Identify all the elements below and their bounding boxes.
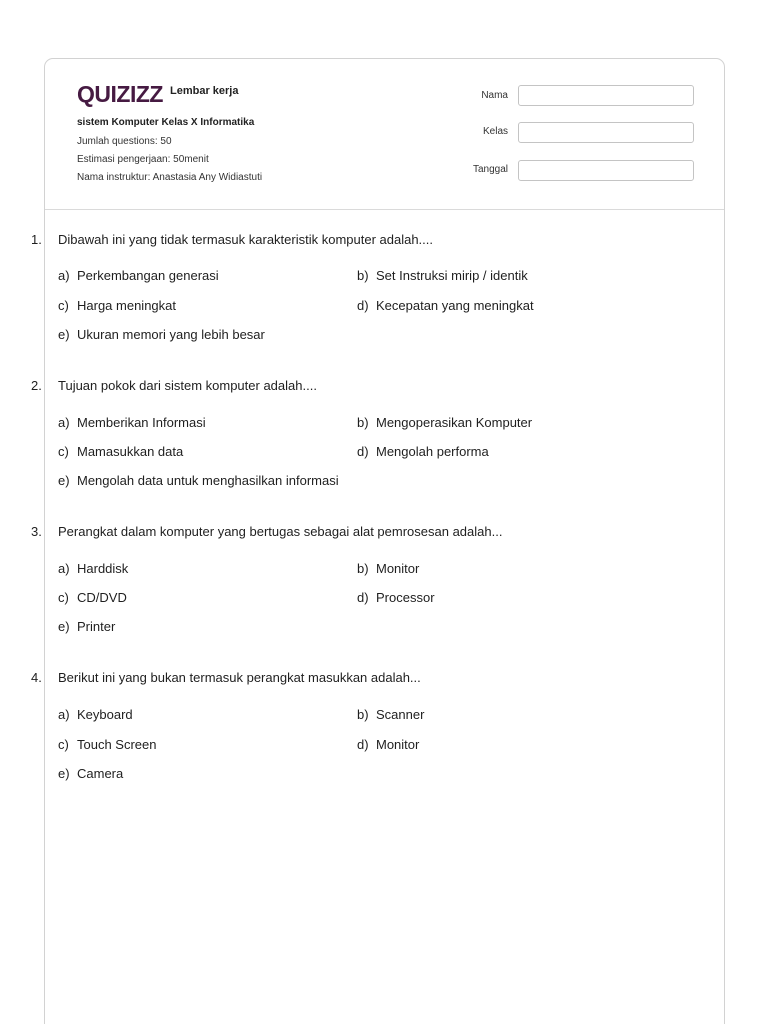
option-c: [58, 444, 183, 459]
option-letter: c): [58, 298, 69, 313]
question-1: [31, 232, 651, 342]
option-a: [58, 707, 133, 722]
option-letter: d): [357, 444, 369, 459]
option-d: [357, 298, 534, 313]
option-letter: c): [58, 590, 69, 605]
option-text: Memberikan Informasi: [77, 415, 206, 430]
question-number: 3.: [31, 524, 42, 539]
worksheet-title: sistem Komputer Kelas X Informatika: [77, 117, 255, 128]
name-label: Nama: [481, 90, 508, 101]
option-text: Camera: [77, 766, 124, 781]
option-text: Mengoperasikan Komputer: [376, 415, 533, 430]
option-text: Perkembangan generasi: [77, 268, 219, 283]
question-text: Berikut ini yang bukan termasuk perangkat masukkan adalah...: [58, 670, 421, 685]
question-text: Dibawah ini yang tidak termasuk karakteristik komputer adalah....: [58, 232, 434, 247]
date-field[interactable]: [518, 160, 694, 181]
date-label: Tanggal: [472, 164, 508, 175]
option-text: Monitor: [376, 737, 420, 752]
option-d: [357, 444, 489, 459]
class-label: Kelas: [482, 126, 508, 137]
option-letter: b): [357, 415, 369, 430]
option-e: [58, 766, 123, 781]
option-c: [58, 737, 157, 752]
question-number: 2.: [31, 378, 42, 393]
option-b: [357, 415, 532, 430]
option-letter: a): [58, 707, 70, 722]
question-4: [31, 670, 651, 781]
option-c: [58, 298, 176, 313]
option-e: [58, 473, 339, 488]
option-letter: e): [58, 327, 70, 342]
option-letter: e): [58, 473, 70, 488]
option-e: [58, 619, 115, 634]
option-d: [357, 590, 435, 605]
option-d: [357, 737, 419, 752]
name-field[interactable]: [518, 85, 694, 106]
option-letter: a): [58, 268, 70, 283]
option-letter: d): [357, 590, 369, 605]
option-letter: e): [58, 619, 70, 634]
question-number: 1.: [31, 232, 42, 247]
option-text: Monitor: [376, 561, 420, 576]
estimated-time: Estimasi pengerjaan: 50menit: [77, 154, 209, 165]
option-b: [357, 268, 528, 283]
option-text: Harddisk: [77, 561, 129, 576]
option-letter: b): [357, 268, 369, 283]
question-text: Tujuan pokok dari sistem komputer adalah....: [58, 378, 317, 393]
sheet-type-label: Lembar kerja: [170, 85, 239, 97]
option-text: Keyboard: [77, 707, 133, 722]
question-2: [31, 378, 651, 488]
option-text: Mengolah performa: [376, 444, 489, 459]
option-text: Scanner: [376, 707, 425, 722]
option-text: Kecepatan yang meningkat: [376, 298, 534, 313]
option-letter: d): [357, 737, 369, 752]
option-e: [58, 327, 265, 342]
option-letter: c): [58, 444, 69, 459]
option-a: [58, 415, 206, 430]
option-text: Processor: [376, 590, 435, 605]
worksheet-header: [45, 59, 724, 210]
option-text: Ukuran memori yang lebih besar: [77, 327, 265, 342]
option-c: [58, 590, 127, 605]
option-letter: e): [58, 766, 70, 781]
option-text: CD/DVD: [77, 590, 127, 605]
option-text: Mengolah data untuk menghasilkan informasi: [77, 473, 339, 488]
option-a: [58, 561, 128, 576]
question-count: Jumlah questions: 50: [77, 136, 172, 147]
option-b: [357, 561, 419, 576]
class-field[interactable]: [518, 122, 694, 143]
option-text: Mamasukkan data: [77, 444, 184, 459]
option-text: Set Instruksi mirip / identik: [376, 268, 528, 283]
question-3: [31, 524, 651, 634]
option-letter: d): [357, 298, 369, 313]
option-text: Touch Screen: [77, 737, 157, 752]
option-text: Harga meningkat: [77, 298, 176, 313]
option-letter: b): [357, 561, 369, 576]
option-a: [58, 268, 219, 283]
option-text: Printer: [77, 619, 116, 634]
question-number: 4.: [31, 670, 42, 685]
option-letter: b): [357, 707, 369, 722]
option-letter: c): [58, 737, 69, 752]
option-b: [357, 707, 424, 722]
option-letter: a): [58, 561, 70, 576]
instructor-name: Nama instruktur: Anastasia Any Widiastuti: [77, 172, 263, 183]
question-text: Perangkat dalam komputer yang bertugas sebagai alat pemrosesan adalah...: [58, 524, 503, 539]
quizizz-logo: QUIZIZZ: [77, 81, 163, 107]
option-letter: a): [58, 415, 70, 430]
